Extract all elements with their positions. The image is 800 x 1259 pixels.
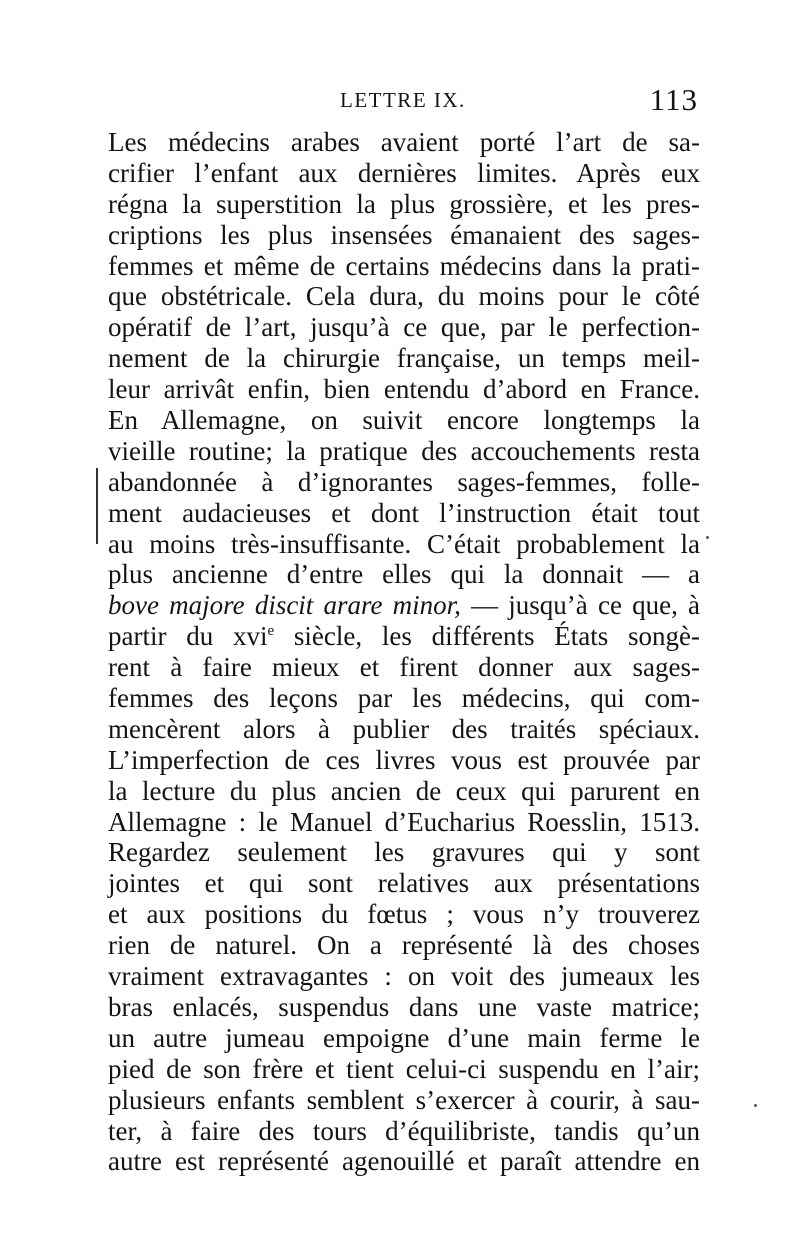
text-line [108, 559, 700, 590]
text-line [108, 405, 700, 436]
line-text: et aux positions du fœtus ; vous n’y trouverez [108, 899, 700, 930]
line-text: autre est représenté agenouillé et paraît attendre en [108, 1146, 700, 1177]
running-title: LETTRE IX. [340, 88, 466, 112]
running-head [108, 84, 700, 118]
ink-speck [754, 1104, 757, 1107]
line-text: opératif de l’art, jusqu’à ce que, par le perfection- [108, 312, 700, 343]
line-text: Allemagne : le Manuel d’Eucharius Roesslin, 1513. [108, 806, 700, 837]
text-line [108, 961, 700, 992]
text-line [108, 343, 700, 374]
line-text: rent à faire mieux et firent donner aux sages- [108, 652, 700, 683]
line-text: au moins très-insuffisante. C’était probablement la [108, 528, 700, 559]
text-line [108, 529, 700, 560]
text-line [108, 1023, 700, 1054]
line-text: la lecture du plus ancien de ceux qui parurent en [108, 775, 700, 806]
text-line [108, 930, 700, 961]
text-line [108, 590, 700, 621]
text-line [108, 621, 700, 652]
line-text: partir du xvi [108, 621, 268, 652]
text-line [108, 714, 700, 745]
text-line [108, 127, 700, 158]
line-text: régna la superstition la plus grossière, et les pres- [108, 188, 700, 219]
line-text: Regardez seulement les gravures qui y sont [108, 837, 700, 868]
text-line [108, 899, 700, 930]
body-text [108, 127, 700, 1177]
line-text: ment audacieuses et dont l’instruction était tout [108, 497, 700, 528]
line-text: L’imperfection de ces livres vous est prouvée par [108, 744, 700, 775]
text-line [108, 652, 700, 683]
text-line [108, 837, 700, 868]
line-text: jointes et qui sont relatives aux présentations [108, 868, 700, 899]
text-line [108, 992, 700, 1023]
text-line [108, 776, 700, 807]
line-text: vieille routine; la pratique des accouchements resta [108, 435, 700, 466]
line-text: femmes des leçons par les médecins, qui com- [108, 683, 700, 714]
line-text: abandonnée à d’ignorantes sages-femmes, folle- [108, 466, 700, 497]
text-line [108, 868, 700, 899]
line-text: plusieurs enfants semblent s’exercer à courir, à sau- [108, 1084, 700, 1115]
line-text: nement de la chirurgie française, un temps meil- [108, 343, 700, 374]
line-text: ter, à faire des tours d’équilibriste, tandis qu’un [108, 1115, 700, 1146]
text-line [108, 467, 700, 498]
superscript: e [267, 623, 275, 640]
line-text: plus ancienne d’entre elles qui la donnait — a [108, 559, 700, 590]
line-text: Les médecins arabes avaient porté l’art de sa- [108, 127, 700, 157]
line-text: que obstétricale. Cela dura, du moins pour le côté [108, 281, 700, 312]
line-text: crifier l’enfant aux dernières limites. Après eux [108, 157, 700, 188]
line-text: mencèrent alors à publier des traités spéciaux. [108, 713, 700, 744]
line-text: leur arrivât enfin, bien entendu d’abord en France. [108, 374, 700, 405]
line-text: siècle, les différents États songè- [274, 621, 700, 652]
text-line [108, 220, 700, 251]
line-text: En Allemagne, on suivit encore longtemps la [108, 405, 700, 436]
margin-mark [96, 468, 106, 544]
text-line [108, 807, 700, 838]
text-line [108, 683, 700, 714]
line-text: femmes et même de certains médecins dans la prati- [108, 250, 700, 281]
line-text: criptions les plus insensées émanaient des sages- [108, 219, 700, 250]
line-text: rien de naturel. On a représenté là des choses [108, 930, 700, 961]
text-line [108, 189, 700, 220]
text-line [108, 374, 700, 405]
text-line [108, 1085, 700, 1116]
text-line [108, 158, 700, 189]
text-line [108, 281, 700, 312]
line-text: vraiment extravagantes : on voit des jumeaux les [108, 961, 700, 992]
line-text: un autre jumeau empoigne d’une main ferme le [108, 1022, 700, 1053]
text-line [108, 436, 700, 467]
text-line [108, 745, 700, 776]
text-line [108, 498, 700, 529]
text-line [108, 1116, 700, 1147]
line-text: pied de son frère et tient celui-ci suspendu en l’air; [108, 1053, 700, 1084]
line-text: — jusqu’à ce que, à [460, 590, 701, 621]
text-line [108, 251, 700, 282]
italic-phrase: bove majore discit arare minor, [108, 590, 461, 621]
ink-speck [706, 536, 709, 539]
page-number: 113 [649, 82, 698, 117]
line-text: bras enlacés, suspendus dans une vaste matrice; [108, 991, 700, 1022]
text-line [108, 1146, 700, 1177]
text-line [108, 312, 700, 343]
text-line [108, 1054, 700, 1085]
